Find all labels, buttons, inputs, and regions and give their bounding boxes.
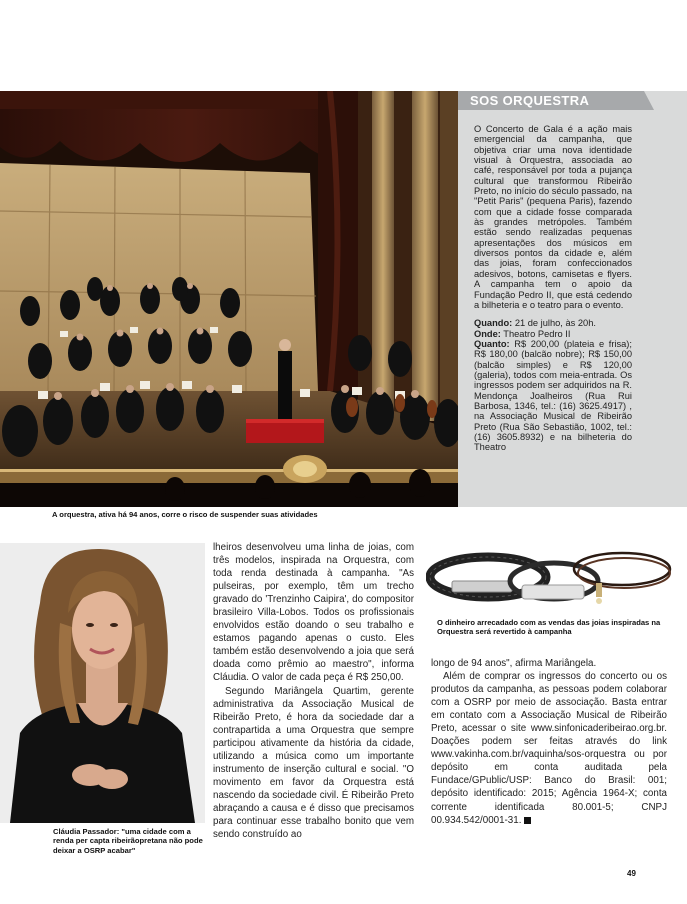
page-number: 49 bbox=[627, 869, 636, 878]
sidebar-where bbox=[474, 329, 632, 339]
article-paragraph-text: Além de comprar os ingressos do concerto ou os produtos da campanha, as pessoas podem colaborar com a OSRP por meio de associação. Basta entrar em contato com a Associação Musical de Ribeirão Preto, acessar o site www.sinfonicaderibeirao.org.br. Doações podem ser feitas através do link www.vakinha.com.br/vaquinha/sos-orquestra ou por depósito em conta auditada pela Fundace/GPublic/USP: Banco do Brasil: 001; depósito identificado: 2015; Agência 1964-X; conta corrente identificada 80.001-5; CNPJ 00.934.542/0001-31. bbox=[431, 671, 667, 826]
where-label: Onde: bbox=[474, 328, 501, 339]
article-column-middle bbox=[213, 541, 414, 841]
sidebar-price bbox=[474, 339, 632, 453]
article-paragraph: lheiros desenvolveu uma linha de joias, com três modelos, inspirada na Orquestra, com toda renda destinada à campanha. "As pulseiras, por exemplo, têm um trecho gravado do 'Trenzinho Caipira', do compositor brasileiro Villa-Lobos. Todos os profissionais envolvidos estão doando o seu trabalho e estamos pagando apenas o custo. Eles também estão desenvolvendo a joia que será doada como prêmio ao maestro", informa Cláudia. O valor de cada peça é R$ 250,00. bbox=[213, 542, 414, 684]
when-value: 21 de julho, às 20h. bbox=[514, 318, 596, 329]
when-label: Quando: bbox=[474, 318, 513, 329]
price-value: R$ 200,00 (plateia e frisa); R$ 180,00 (balcão nobre); R$ 150,00 (balcão simples) e R$ 120,00 (galeria), todos com meia-entrada. Os ingressos podem ser adquiridos na R. Mendonça Joalheiros (Rua Rui Barbosa, 1346, tel.: (16) 3625.4917) , na Associação Musical de Ribeirão Preto (Rua São Sebastião, 1002, tel.: (16) 3605.8932) e na bilheteria do Theatro bbox=[474, 338, 632, 453]
sidebar-title-tab bbox=[458, 91, 654, 110]
article-paragraph: longo de 94 anos", afirma Mariângela. bbox=[431, 658, 597, 669]
article-paragraph: Segundo Mariângela Quartim, gerente administrativa da Associação Musical de Ribeirão Preto, é hora da sociedade dar a contrapartida a uma Orquestra que sempre participou ativamente da história da cidade, utilizando a música como um importante instrumento de inserção cultural e social. "O movimento em favor da Orquestra está nascendo da sociedade civil. É Ribeirão Preto abraçando a causa e é disso que precisamos para continuar esse trabalho bonito que vem sendo construído ao bbox=[213, 685, 414, 841]
orchestra-photo bbox=[0, 91, 458, 507]
claudia-photo-caption: Cláudia Passador: "uma cidade com a renda per capta ribeirãopretana não pode deixar a OSRP acabar" bbox=[53, 827, 203, 855]
claudia-passador-photo bbox=[0, 543, 205, 823]
sidebar-paragraph: O Concerto de Gala é a ação mais emergencial da campanha, que objetiva criar uma nova identidade visual à Orquestra, associada ao café, responsável por toda a pujança cultural que transformou Ribeirão Preto, no início do século passado, na "Petit Paris" (pequena Paris), fazendo com que a cidade fosse comparada às grandes metrópoles. Também estão sendo realizadas pequenas apresentações dos músicos em diversos pontos da cidade e, além das joias, foram confeccionados adesivos, botons, camisetas e flyers. A campanha tem o apoio da Fundação Pedro II, que está cedendo a bilheteria e o teatro para o evento. bbox=[474, 124, 632, 310]
end-of-article-mark-icon bbox=[524, 817, 531, 824]
sidebar-title: SOS ORQUESTRA bbox=[470, 93, 590, 108]
price-label: Quanto: bbox=[474, 338, 510, 349]
sidebar-when bbox=[474, 318, 632, 328]
article-paragraph bbox=[431, 670, 667, 827]
article-column-right bbox=[431, 657, 667, 827]
where-value: Theatro Pedro II bbox=[503, 328, 571, 339]
sidebar-body bbox=[474, 124, 632, 453]
jewelry-photo bbox=[426, 543, 678, 615]
jewelry-photo-caption: O dinheiro arrecadado com as vendas das joias inspiradas na Orquestra será revertido à campanha bbox=[437, 618, 661, 637]
orchestra-photo-caption: A orquestra, ativa há 94 anos, corre o risco de suspender suas atividades bbox=[52, 510, 318, 519]
